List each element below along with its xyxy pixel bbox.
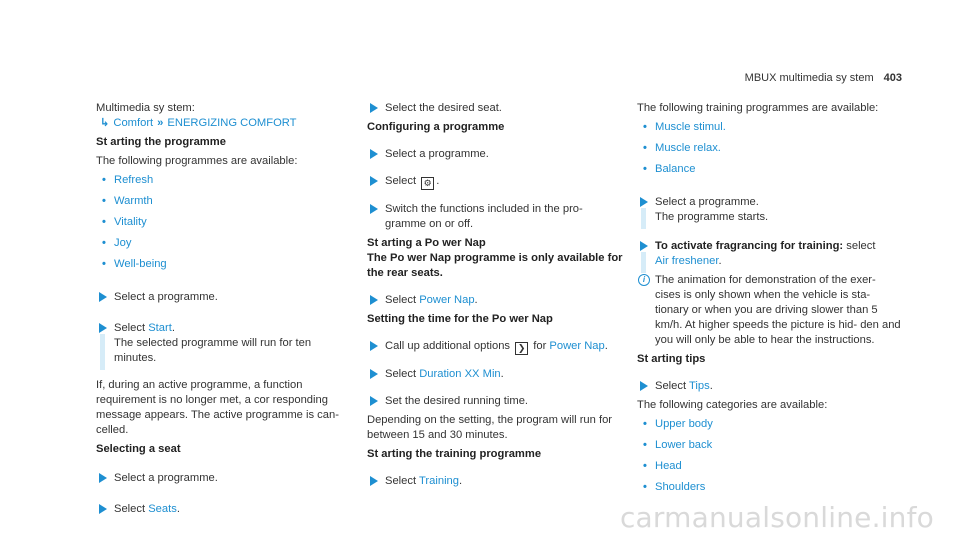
column-3 <box>637 101 902 497</box>
step-arrow-icon <box>99 504 107 514</box>
heading-power-nap-note: The Po wer Nap programme is only available for the rear seats. <box>367 252 623 279</box>
step-arrow-icon <box>99 473 107 483</box>
programme-list <box>96 173 351 272</box>
heading-power-nap: St arting a Po wer Nap <box>367 237 486 249</box>
bullet-icon: • <box>102 216 106 228</box>
categories-list <box>637 417 902 495</box>
available-text: The following programmes are available: <box>96 155 298 167</box>
bullet-icon: • <box>643 418 647 430</box>
heading-set-time: Setting the time for the Po wer Nap <box>367 313 553 325</box>
heading-start-programme: St arting the programme <box>96 136 226 148</box>
cancel-note: If, during an active programme, a function requirement is no longer met, a cor responding message appears. The active programme is can‐ celled. <box>96 379 339 436</box>
return-arrow-icon: ↳ <box>100 117 110 129</box>
watermark: carmanualsonline.info <box>619 501 934 534</box>
step-select-start: Select Start. The selected programme will run for ten minutes. <box>96 321 351 366</box>
list-item: • Joy <box>102 237 132 249</box>
step-result-bar <box>641 252 646 273</box>
step-select-seats: Select Seats. <box>96 502 351 517</box>
duration-link[interactable]: Duration XX Min <box>419 368 501 380</box>
step-arrow-icon <box>370 103 378 113</box>
step-arrow-icon <box>370 149 378 159</box>
step-config-2: Select ⚙ . <box>367 174 625 190</box>
heading-configure: Configuring a programme <box>367 121 505 133</box>
intro-text: Multimedia sy stem: <box>96 102 195 114</box>
menu-path <box>96 116 351 131</box>
step-arrow-icon <box>370 476 378 486</box>
seats-link[interactable]: Seats <box>148 503 177 515</box>
heading-select-seat: Selecting a seat <box>96 443 181 455</box>
list-item: • Upper body <box>643 418 713 430</box>
time-note: Depending on the setting, the program will run for between 15 and 30 minutes. <box>367 414 613 441</box>
step-arrow-icon <box>640 381 648 391</box>
step-arrow-icon <box>640 197 648 207</box>
double-chevron-icon: » <box>157 117 164 129</box>
training-link[interactable]: Training <box>419 475 460 487</box>
step-arrow-icon <box>370 396 378 406</box>
step-result-bar <box>100 334 105 370</box>
bullet-icon: • <box>102 174 106 186</box>
step-arrow-icon <box>370 176 378 186</box>
step-arrow-icon <box>370 369 378 379</box>
chevron-right-icon[interactable]: ❯ <box>515 342 528 355</box>
tips-link[interactable]: Tips <box>689 380 710 392</box>
path-energizing-link[interactable]: ENERGIZING COMFORT <box>167 117 297 129</box>
bullet-icon: • <box>643 142 647 154</box>
bullet-icon: • <box>643 121 647 133</box>
page-header <box>745 71 902 86</box>
list-item: • Vitality <box>102 216 147 228</box>
bullet-icon: • <box>102 237 106 249</box>
bullet-icon: • <box>643 163 647 175</box>
step-select-programme-2: Select a programme. <box>96 471 351 486</box>
heading-tips: St arting tips <box>637 353 706 365</box>
bullet-icon: • <box>102 195 106 207</box>
step-power-nap: Select Power Nap. <box>367 293 625 308</box>
step-arrow-icon <box>640 241 648 251</box>
step-time-3: Set the desired running time. <box>367 394 625 409</box>
power-nap-link[interactable]: Power Nap <box>419 294 475 306</box>
list-item: • Muscle stimul. <box>643 121 726 133</box>
list-item: • Balance <box>643 163 696 175</box>
column-2 <box>367 101 625 489</box>
step-time-2: Select Duration XX Min. <box>367 367 625 382</box>
step-select-seat: Select the desired seat. <box>367 101 625 116</box>
power-nap-link-2[interactable]: Power Nap <box>549 340 605 352</box>
info-icon: i <box>638 274 650 286</box>
step-config-1: Select a programme. <box>367 147 625 162</box>
start-link[interactable]: Start <box>148 322 172 334</box>
page-number: 403 <box>883 72 902 84</box>
step-result: The programme starts. <box>655 211 769 223</box>
step-arrow-icon <box>99 323 107 333</box>
training-available-text: The following training programmes are available: <box>637 102 879 114</box>
step-arrow-icon <box>370 295 378 305</box>
list-item: • Muscle relax. <box>643 142 721 154</box>
step-time-1: Call up additional options ❯ for Power Nap. <box>367 339 625 355</box>
path-comfort-link[interactable]: Comfort <box>113 117 154 129</box>
list-item: • Shoulders <box>643 481 706 493</box>
step-result-bar <box>641 208 646 229</box>
step-result: The selected programme will run for ten minutes. <box>114 337 312 364</box>
list-item: • Warmth <box>102 195 153 207</box>
list-item: • Well-being <box>102 258 167 270</box>
air-freshener-link[interactable]: Air freshener <box>655 255 719 267</box>
bullet-icon: • <box>643 460 647 472</box>
step-select-programme: Select a programme. <box>96 290 351 305</box>
bullet-icon: • <box>643 439 647 451</box>
header-title: MBUX multimedia sy stem <box>744 72 874 84</box>
list-item: • Lower back <box>643 439 713 451</box>
step-tips: Select Tips. <box>637 379 902 394</box>
bullet-icon: • <box>102 258 106 270</box>
list-item: • Head <box>643 460 682 472</box>
categories-text: The following categories are available: <box>637 399 828 411</box>
bullet-icon: • <box>643 481 647 493</box>
step-training: Select Training. <box>367 474 625 489</box>
step-arrow-icon <box>99 292 107 302</box>
list-item: • Refresh <box>102 174 154 186</box>
step-fragrancing: To activate fragrancing for training: select Air freshener. <box>637 239 902 269</box>
info-note: i The animation for demonstration of the exer‐ cises is only shown when the vehicle is sta‐ tionary or when you are driving slower than 5 km/h. At higher speeds the picture is hid‐ den and you will only be able to hear the instructions. <box>637 273 902 348</box>
step-arrow-icon <box>370 341 378 351</box>
training-list <box>637 120 902 177</box>
settings-icon[interactable]: ⚙ <box>421 177 434 190</box>
column-1 <box>96 101 351 517</box>
step-config-3: Switch the functions included in the pro‐ gramme on or off. <box>367 202 625 232</box>
heading-training: St arting the training programme <box>367 448 542 460</box>
step-arrow-icon <box>370 204 378 214</box>
step-training-programme: Select a programme. The programme starts. <box>637 195 902 225</box>
